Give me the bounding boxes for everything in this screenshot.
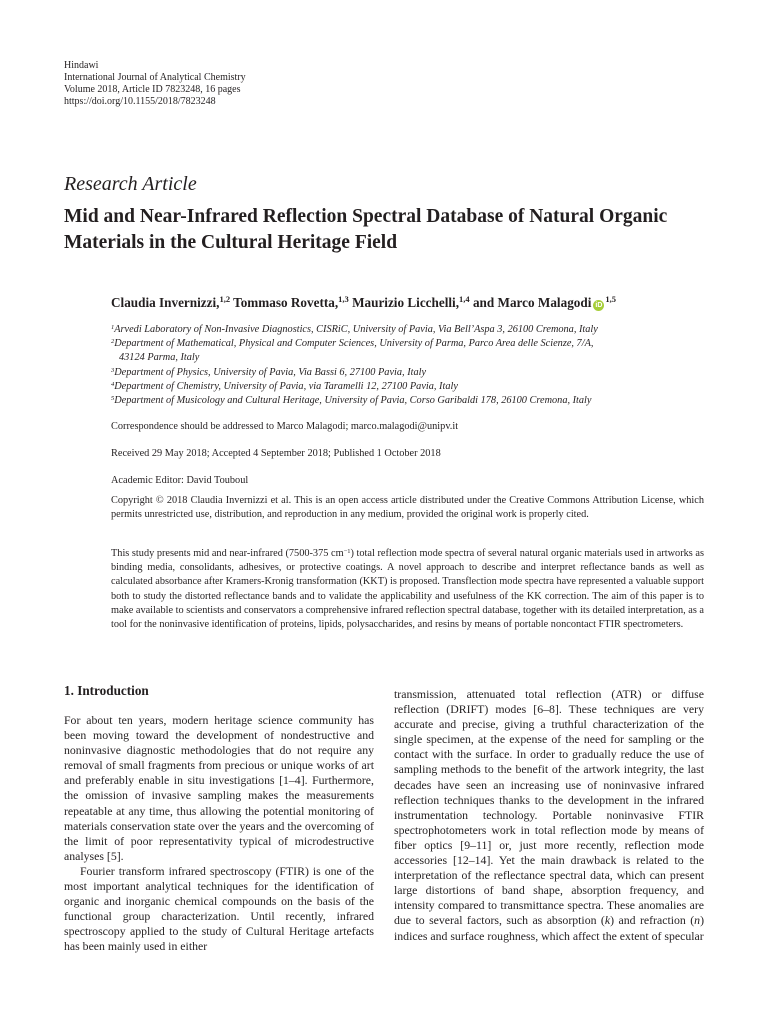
volume-line: Volume 2018, Article ID 7823248, 16 pages — [64, 84, 241, 95]
author-3[interactable] — [352, 295, 470, 310]
section-heading: 1. Introduction — [64, 683, 149, 698]
body-paragraph — [394, 687, 704, 944]
affiliation-text: Department of Physics, University of Pavia, Via Bassi 6, 27100 Pavia, Italy — [114, 366, 427, 378]
affiliation-text: Department of Musicology and Cultural Heritage, University of Pavia, Corso Garibaldi 178, 26100 Cremona, Italy — [114, 395, 592, 407]
correspondence-text: Correspondence should be addressed to Marco Malagodi; marco.malagodi@unipv.it — [111, 421, 459, 432]
affiliation-item — [111, 337, 711, 351]
affiliation-item — [111, 323, 711, 337]
academic-editor — [111, 474, 704, 488]
author-2[interactable] — [233, 295, 349, 310]
copyright-notice — [111, 494, 704, 522]
abstract — [111, 547, 704, 632]
author-name: Maurizio Licchelli, — [352, 295, 460, 310]
body-text-part: ) indices and surface roughness, which affect the extent of specular — [394, 913, 705, 943]
body-text-part: transmission, attenuated total reflection (ATR) or diffuse reflection (DRIFT) modes [6–8]. These techniques are very accurate and precise, giving a truthful characterization of the single specimen, at the expense of the need for sampling or the contact with the surface. In order to gradually reduce the use of sampling methods to the benefit of the artwork integrity, the last decades have seen an increasing use of noninvasive infrared reflection techniques thanks to the development in the infrared instrumentation technology. Portable noninvasive FTIR spectrophotometers work in total reflection mode by means of fiber optics [9–11] or, just more recently, reflection mode accessories [12–14]. Yet the main drawback is related to the interpretation of the reflectance spectral data, which can present large distortions of band shape, absorption frequency, and intensity compared to transmittance spectra. These anomalies are due to several factors, such as absorption ( — [394, 687, 704, 928]
body-italic-symbol: k — [604, 913, 611, 928]
article-title: Mid and Near-Infrared Reflection Spectral Database of Natural Organic Materials in the Cultural Heritage Field — [64, 206, 668, 253]
abstract-part: This study presents mid and near-infrared (7500-375 cm — [111, 548, 344, 559]
author-affil-sup: 1,4 — [459, 294, 470, 304]
affiliation-sup: 5 — [111, 395, 115, 403]
affiliation-list — [111, 323, 711, 408]
copyright-text: Copyright © 2018 Claudia Invernizzi et al. This is an open access article distributed under the Creative Commons Attribution License, which permits unrestricted use, distribution, and reproduction in any medium, provided the original work is properly cited. — [111, 495, 704, 521]
author-name: and Marco Malagodi — [472, 295, 592, 310]
affiliation-text: Department of Mathematical, Physical and Computer Sciences, University of Parma, Parco Area delle Scienze, 7/A, — [114, 338, 594, 350]
journal-name: International Journal of Analytical Chemistry — [64, 72, 246, 83]
abstract-part: ) total reflection mode spectra of several natural organic materials used in artworks as binding media, consolidants, adhesives, or protective coatings. A novel approach to describe and interpret reflectance bands as well as calculated absorbance after Kramers-Kronig transformation (KKT) is proposed. Transflection mode spectra have represented a valuable support both to study the distorted reflectance bands and to validate the applicability and usefulness of the KK correction. The aim of this paper is to make available to scientists and conservators a comprehensive infrared reflection spectral database, together with its detailed interpretation, as a tool for the noninvasive identification of proteins, lipids, polysaccharides, and resins by means of portable noncontact FTIR spectrometers. — [111, 548, 705, 631]
affiliation-sup: 3 — [111, 366, 115, 374]
affiliation-sup: 4 — [111, 380, 115, 388]
author-list — [111, 294, 711, 312]
affiliation-text: Department of Chemistry, University of Pavia, via Taramelli 12, 27100 Pavia, Italy — [114, 380, 458, 392]
dates-text: Received 29 May 2018; Accepted 4 September 2018; Published 1 October 2018 — [111, 448, 441, 459]
affiliation-sup: 2 — [111, 338, 115, 346]
body-italic-symbol: n — [694, 913, 701, 928]
author-name: Tommaso Rovetta, — [233, 295, 339, 310]
publisher-name: Hindawi — [64, 60, 99, 71]
affiliation-item — [111, 366, 711, 380]
author-affil-sup: 1,2 — [219, 294, 231, 304]
abstract-unit-sup: −1 — [343, 548, 351, 555]
author-affil-sup: 1,5 — [605, 294, 617, 304]
affiliation-text: Arvedi Laboratory of Non-Invasive Diagnostics, CISRiC, University of Pavia, Via Bell’Aspa 3, 26100 Cremona, Italy — [114, 324, 598, 335]
body-paragraph: Fourier transform infrared spectroscopy (FTIR) is one of the most important analytical techniques for the identification of organic and inorganic chemical compounds on the basis of the functional group characterization. Until recently, infrared spectroscopy applied to the study of Cultural Heritage artefacts has been mainly used in either — [64, 863, 374, 954]
doi-link[interactable]: https://doi.org/10.1155/2018/7823248 — [64, 96, 216, 107]
abstract-text — [111, 547, 704, 632]
body-column-left — [64, 683, 374, 955]
editor-text: Academic Editor: David Touboul — [111, 475, 249, 486]
affiliation-item — [111, 394, 711, 408]
affiliation-text: 43124 Parma, Italy — [119, 352, 200, 364]
author-name: Claudia Invernizzi, — [111, 295, 220, 310]
article-type: Research Article — [64, 173, 197, 195]
orcid-icon[interactable]: iD — [595, 302, 603, 309]
body-paragraph: For about ten years, modern heritage science community has been moving toward the development of nondestructive and noninvasive diagnostic methodologies that do not require any removal of small fragments from precious or unique works of art and preferably enable in situ investigations [1–4]. Furthermore, the omission of invasive sampling makes the measurements repeatable at any time, thus allowing the potential monitoring of materials conservation state over the years and the overcoming of the limit of poor representativity typical of microdestructive analyses [5]. — [64, 713, 374, 863]
affiliation-item — [111, 351, 711, 365]
publication-dates — [111, 447, 704, 461]
body-column-right — [394, 687, 704, 944]
author-4[interactable] — [473, 295, 616, 310]
affiliation-sup: 1 — [111, 324, 115, 331]
affiliation-item — [111, 380, 711, 394]
body-text-part: ) and refraction ( — [610, 913, 695, 928]
journal-meta — [64, 60, 246, 108]
correspondence-line — [111, 420, 704, 434]
author-affil-sup: 1,3 — [338, 294, 349, 304]
author-1[interactable] — [111, 295, 230, 310]
